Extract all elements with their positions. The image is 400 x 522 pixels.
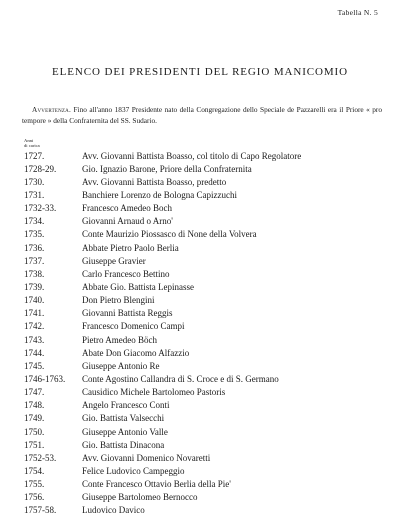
list-item <box>24 280 394 293</box>
president-name: Avv. Giovanni Battista Boasso, predetto <box>82 176 227 187</box>
list-item <box>24 320 394 333</box>
year-cell: 1742. <box>24 321 45 332</box>
president-name: Banchiere Lorenzo de Bologna Capizzuchi <box>82 189 237 200</box>
note-paragraph <box>22 104 382 126</box>
president-name: Giovanni Arnaud o Arno' <box>82 216 173 227</box>
president-name: Giuseppe Bartolomeo Bernocco <box>82 492 198 503</box>
column-header-line2: di carica <box>24 143 40 148</box>
list-item <box>24 478 394 491</box>
list-item <box>24 175 394 188</box>
year-cell: 1738. <box>24 268 45 279</box>
list-item <box>24 386 394 399</box>
list-item <box>24 464 394 477</box>
president-name: Ludovico Davico <box>82 505 145 516</box>
president-name: Angelo Francesco Conti <box>82 400 170 411</box>
list-item <box>24 307 394 320</box>
president-name: Giuseppe Antonio Re <box>82 360 160 371</box>
president-name: Giuseppe Antonio Valle <box>82 426 168 437</box>
year-cell: 1751. <box>24 439 45 450</box>
year-cell: 1736. <box>24 242 45 253</box>
list-item <box>24 254 394 267</box>
list-item <box>24 359 394 372</box>
year-cell: 1748. <box>24 400 45 411</box>
list-item <box>24 412 394 425</box>
year-cell: 1732-33. <box>24 203 57 214</box>
list-item <box>24 188 394 201</box>
president-name: Conte Francesco Ottavio Berlia della Pie' <box>82 479 231 490</box>
list-item <box>24 491 394 504</box>
year-cell: 1734. <box>24 216 45 227</box>
page-title: ELENCO DEI PRESIDENTI DEL REGIO MANICOMIO <box>52 66 348 78</box>
president-name: Francesco Domenico Campi <box>82 321 185 332</box>
president-name: Francesco Amedeo Boch <box>82 203 172 214</box>
president-name: Felice Ludovico Campeggio <box>82 465 185 476</box>
president-name: Avv. Giovanni Battista Boasso, col titolo di Capo Regolatore <box>82 150 302 161</box>
year-cell: 1755. <box>24 479 45 490</box>
president-name: Gio. Battista Dinacona <box>82 439 165 450</box>
list-item <box>24 162 394 175</box>
list-item <box>24 241 394 254</box>
column-header-line1: Anni <box>24 138 34 143</box>
president-name: Conte Maurizio Piossasco di None della Volvera <box>82 229 257 240</box>
list-item <box>24 294 394 307</box>
president-name: Gio. Battista Valsecchi <box>82 413 165 424</box>
year-cell: 1752-53. <box>24 452 57 463</box>
list-item <box>24 346 394 359</box>
president-name: Gio. Ignazio Barone, Priore della Confraternita <box>82 163 252 174</box>
list-item <box>24 399 394 412</box>
note-lead: Avvertenza. <box>32 105 71 114</box>
year-cell: 1730. <box>24 176 45 187</box>
president-name: Abbate Gio. Battista Lepinasse <box>82 281 194 292</box>
year-cell: 1756. <box>24 492 45 503</box>
list-item <box>24 215 394 228</box>
year-cell: 1743. <box>24 334 45 345</box>
list-item <box>24 504 394 517</box>
president-name: Giovanni Battista Reggis <box>82 308 173 319</box>
president-name: Avv. Giovanni Domenico Novaretti <box>82 452 211 463</box>
year-cell: 1741. <box>24 308 45 319</box>
president-name: Abate Don Giacomo Alfazzio <box>82 347 190 358</box>
year-cell: 1727. <box>24 150 45 161</box>
president-name: Abbate Pietro Paolo Berlia <box>82 242 179 253</box>
president-name: Causidico Michele Bartolomeo Pastoris <box>82 387 226 398</box>
list-item <box>24 228 394 241</box>
year-cell: 1754. <box>24 465 45 476</box>
year-cell: 1750. <box>24 426 45 437</box>
presidents-list <box>24 149 394 517</box>
note-text: Fino all'anno 1837 Presidente nato della Congregazione dello Speciale de Pazzarelli era il Priore « pro tempore » della Confraternita del SS. Sudario. <box>22 105 382 125</box>
list-item <box>24 451 394 464</box>
list-item <box>24 333 394 346</box>
list-item <box>24 425 394 438</box>
table-label: Tabella N. 5 <box>337 8 378 17</box>
list-item <box>24 267 394 280</box>
list-item <box>24 149 394 162</box>
year-cell: 1744. <box>24 347 45 358</box>
year-cell: 1735. <box>24 229 45 240</box>
year-cell: 1757-58. <box>24 505 57 516</box>
year-cell: 1739. <box>24 281 45 292</box>
president-name: Giuseppe Gravier <box>82 255 146 266</box>
list-item <box>24 202 394 215</box>
year-cell: 1731. <box>24 189 45 200</box>
president-name: Don Pietro Blengini <box>82 295 155 306</box>
year-cell: 1747. <box>24 387 45 398</box>
president-name: Conte Agostino Callandra di S. Croce e di S. Germano <box>82 373 279 384</box>
president-name: Carlo Francesco Bettino <box>82 268 170 279</box>
list-item <box>24 372 394 385</box>
list-item <box>24 438 394 451</box>
year-cell: 1728-29. <box>24 163 57 174</box>
president-name: Pietro Amedeo Böch <box>82 334 157 345</box>
column-header <box>24 138 40 148</box>
year-cell: 1745. <box>24 360 45 371</box>
year-cell: 1740. <box>24 295 45 306</box>
year-cell: 1746-1763. <box>24 373 66 384</box>
year-cell: 1749. <box>24 413 45 424</box>
year-cell: 1737. <box>24 255 45 266</box>
